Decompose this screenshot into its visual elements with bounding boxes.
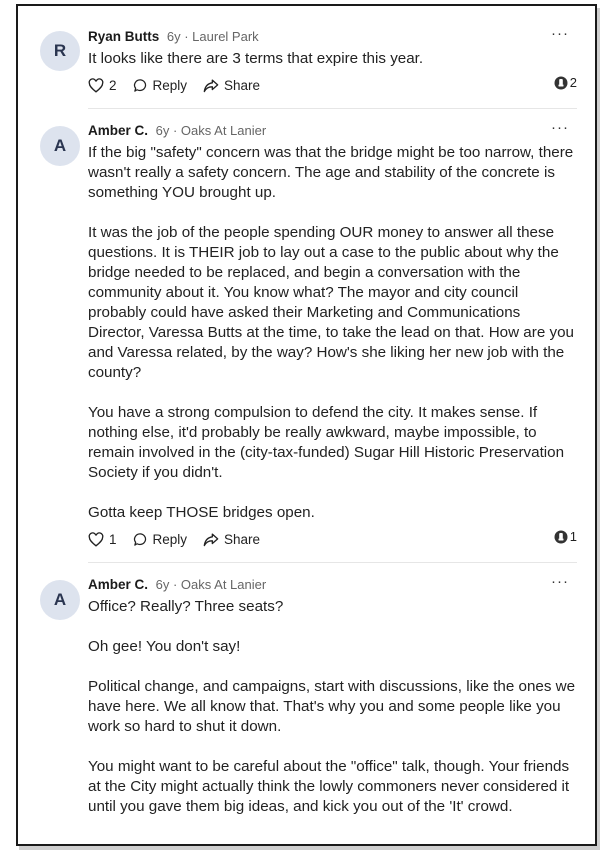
reaction-count: 1 [569,529,577,544]
author-name[interactable]: Ryan Butts [88,29,160,44]
author-name[interactable]: Amber C. [88,577,149,592]
reply-label: Reply [152,531,188,547]
comment-paragraph: Oh gee! You don't say! [88,638,241,655]
reply-label: Reply [152,77,188,93]
comment-divider [88,562,577,563]
reaction-icon [554,530,568,544]
more-options-icon[interactable]: ··· [551,119,569,136]
like-count: 2 [109,77,117,93]
more-options-icon[interactable]: ··· [551,25,569,42]
like-button[interactable] [88,78,117,93]
comment-2 [18,119,595,549]
avatar[interactable]: A [40,126,80,166]
comment-timestamp-location: 6y · Laurel Park [166,29,259,44]
comment-paragraph: Gotta keep THOSE bridges open. [88,504,315,521]
share-label: Share [224,531,261,547]
heart-icon [88,532,104,547]
like-count: 1 [109,531,117,547]
comment-actions [88,75,577,95]
comment-paragraph: Political change, and campaigns, start with discussions, like the ones we have here. We all know that. That's why you and some people like you work so hard to shut it down. [88,678,576,735]
comment-meta [88,119,577,140]
share-button[interactable] [203,532,260,547]
comment-body [88,597,577,817]
comment-timestamp-location: 6y · Oaks At Lanier [155,577,267,592]
comment-paragraph: Office? Really? Three seats? [88,598,284,615]
comment-meta [88,25,577,46]
comment-body [88,49,577,69]
reaction-icon [554,76,568,90]
reaction-badge[interactable] [554,529,577,544]
more-options-icon[interactable]: ··· [551,573,569,590]
reaction-count: 2 [569,75,577,90]
share-arrow-icon [203,532,219,547]
comment-paragraph: If the big "safety" concern was that the bridge might be too narrow, there wasn't really a safety concern. The age and stability of the concrete is something YOU brought up. [88,144,574,201]
comment-body [88,143,577,523]
comment-paragraph: You have a strong compulsion to defend the city. It makes sense. If nothing else, it'd probably be really awkward, maybe impossible, to remain involved in the (city-tax-funded) Sugar Hill Historic Preservation Society if you didn't. [88,404,565,481]
comment-paragraph: It was the job of the people spending OUR money to answer all these questions. It is THEIR job to lay out a case to the public about why the bridge needed to be replaced, and begin a conversation with the community about it. You know what? The mayor and city council probably could have asked their Marketing and Communications Director, Varessa Butts at the time, to take the lead on that. How are you and Varessa related, by the way? How's she liking her new job with the county? [88,224,574,381]
share-arrow-icon [203,78,219,93]
share-button[interactable] [203,78,260,93]
share-label: Share [224,77,261,93]
avatar[interactable]: A [40,580,80,620]
comment-3 [18,573,595,817]
reaction-badge[interactable] [554,75,577,90]
comment-meta [88,573,577,594]
reply-button[interactable] [133,78,188,93]
comment-paragraph: It looks like there are 3 terms that expire this year. [88,50,424,67]
comment-actions [88,529,577,549]
avatar[interactable]: R [40,31,80,71]
comment-paragraph: You might want to be careful about the "office" talk, though. Your friends at the City might actually think the lowly commoners never considered it until you gave them big ideas, and kick you out of the 'It' crowd. [88,758,570,815]
speech-bubble-icon [133,78,148,93]
author-name[interactable]: Amber C. [88,123,149,138]
reply-button[interactable] [133,532,188,547]
comment-1 [18,25,595,95]
heart-icon [88,78,104,93]
comment-thread [16,4,597,846]
comment-timestamp-location: 6y · Oaks At Lanier [155,123,267,138]
comment-divider [88,108,577,109]
like-button[interactable] [88,532,117,547]
speech-bubble-icon [133,532,148,547]
